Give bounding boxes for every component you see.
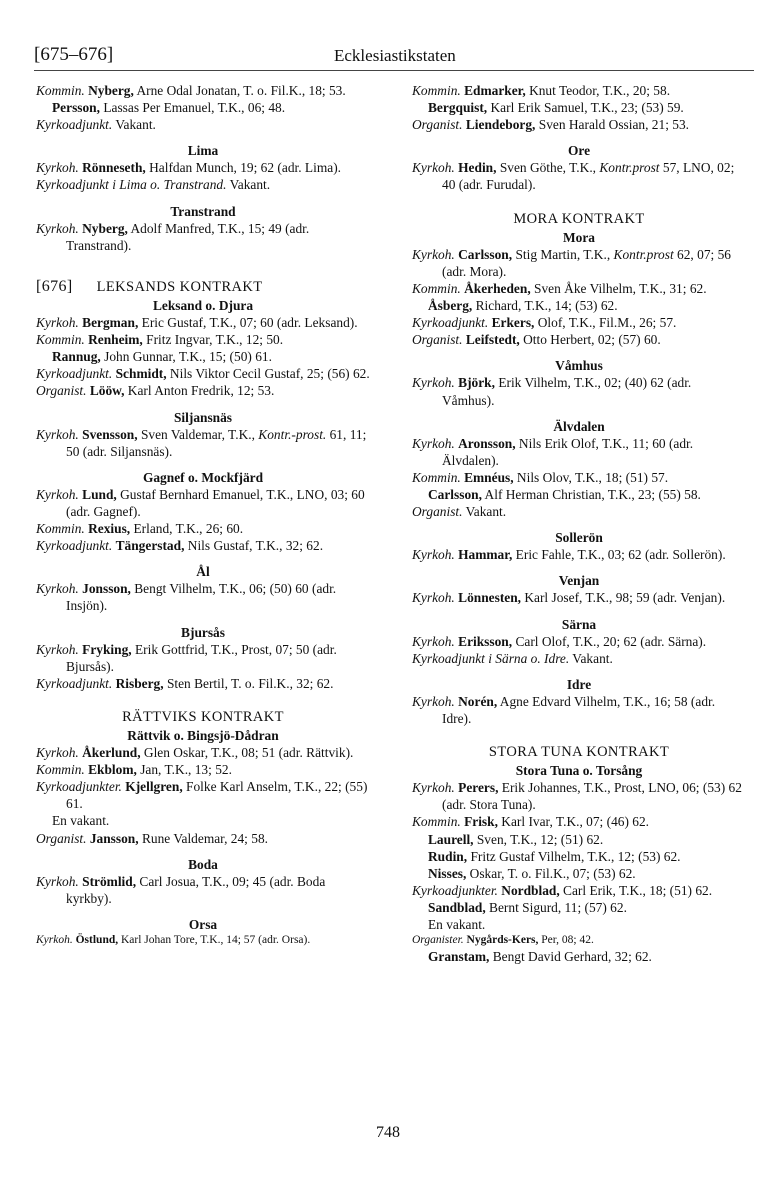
role-label: Kyrkoadjunkter. — [36, 779, 122, 795]
entry-details: Bengt David Gerhard, 32; 62. — [489, 949, 652, 965]
entry-details: Sven, T.K., 12; (51) 62. — [473, 831, 604, 847]
person-name: Östlund, — [75, 934, 119, 947]
entry — [36, 537, 370, 554]
parish-heading: Leksand o. Djura — [152, 297, 254, 313]
person-name: Svensson, — [82, 426, 138, 442]
entry-details: Fritz Gustaf Vilhelm, T.K., 12; (53) 62. — [467, 848, 681, 864]
role-label: Kyrkoh. — [412, 435, 455, 451]
kontrakt-heading — [36, 709, 370, 726]
entry-details: Karl Johan Tore, T.K., 14; 57 (adr. Orsa). — [118, 934, 311, 947]
entry-details: Erland, T.K., 26; 60. — [130, 521, 244, 537]
role-label: Kyrkoh. — [36, 160, 79, 176]
person-name: Åkerlund, — [82, 745, 141, 761]
person-name: Ekblom, — [88, 762, 137, 778]
person-name: Granstam, — [428, 949, 490, 965]
person-name: Åkerheden, — [464, 280, 531, 296]
entry — [412, 503, 746, 520]
role-label: Organist. — [412, 332, 463, 348]
role-label: Organist. — [36, 830, 87, 846]
role-label: Organist. — [36, 383, 87, 399]
kontrakt-heading — [412, 744, 746, 761]
entry — [412, 831, 746, 848]
entry — [36, 365, 370, 382]
right-column — [412, 82, 746, 965]
entry-details: Karl Erik Samuel, T.K., 23; (53) 59. — [487, 100, 684, 116]
entry-details: En vakant. — [52, 813, 110, 829]
role-label: Kyrkoh. — [36, 315, 79, 331]
entry-details: 57, LNO, 02; 40 (adr. Furudal). — [442, 160, 735, 193]
title-label: Kontr.-prost. — [258, 426, 327, 442]
entry — [36, 426, 370, 460]
person-name: Eriksson, — [458, 633, 513, 649]
entry-details: En vakant. — [428, 917, 486, 933]
person-name: Aronsson, — [458, 435, 516, 451]
entry — [36, 382, 370, 399]
entry-details: John Gunnar, T.K., 15; (50) 61. — [100, 349, 272, 365]
entry-details: Nils Olov, T.K., 18; (51) 57. — [513, 469, 669, 485]
entry-details: Stig Martin, T.K., — [512, 246, 614, 262]
parish-heading: Sollerön — [555, 530, 603, 546]
entry — [412, 374, 746, 408]
left-column — [36, 82, 370, 948]
entry-details: Vakant. — [226, 177, 271, 193]
role-label: Kyrkoh. — [412, 375, 455, 391]
entry — [36, 580, 370, 614]
entry-details: Rune Valdemar, 24; 58. — [138, 830, 268, 846]
entry — [412, 486, 746, 503]
role-label: Kyrkoh. — [412, 780, 455, 796]
person-name: Rannug, — [52, 349, 101, 365]
parish-heading: Ore — [567, 143, 591, 159]
role-label: Kommin. — [412, 83, 461, 98]
role-label: Kommin. — [36, 332, 85, 348]
entry — [412, 469, 746, 486]
role-label: Kyrkoh. — [412, 633, 455, 649]
entry-details: Sven Valdemar, T.K., — [137, 426, 259, 442]
person-name: Nyberg, — [82, 220, 128, 236]
entry-details: Erik Vilhelm, T.K., 02; (40) 62 (adr. Våmhus). — [442, 375, 692, 408]
header-rule — [34, 70, 754, 71]
entry — [36, 220, 370, 254]
person-name: Tängerstad, — [115, 538, 185, 554]
entry — [412, 331, 746, 348]
role-label: Kyrkoh. — [412, 160, 455, 176]
entry — [412, 916, 746, 933]
role-label: Kyrkoh. — [36, 220, 79, 236]
entry-details: Bengt Vilhelm, T.K., 06; (50) 60 (adr. Insjön). — [66, 581, 337, 614]
kontrakt-title: MORA KONTRAKT — [513, 210, 645, 227]
entry-details: Olof, T.K., Fil.M., 26; 57. — [534, 315, 677, 331]
entry-details: Halfdan Munch, 19; 62 (adr. Lima). — [145, 160, 341, 176]
role-label: Kyrkoh. — [36, 641, 79, 657]
entry — [412, 899, 746, 916]
person-name: Kjellgren, — [125, 779, 183, 795]
person-name: Jansson, — [89, 830, 139, 846]
role-label: Organist. — [412, 117, 463, 133]
section-page-ref: [676] — [36, 277, 73, 295]
entry — [412, 314, 746, 331]
role-label: Kyrkoh. — [36, 426, 79, 442]
person-name: Edmarker, — [464, 83, 526, 98]
entry — [36, 778, 370, 812]
entry-details: Carl Erik, T.K., 18; (51) 62. — [559, 882, 713, 898]
entry — [36, 675, 370, 692]
kontrakt-title: STORA TUNA KONTRAKT — [488, 744, 670, 761]
person-name: Rudin, — [428, 848, 468, 864]
person-name: Perers, — [458, 780, 499, 796]
role-label: Kyrkoh. — [412, 246, 455, 262]
person-name: Laurell, — [428, 831, 474, 847]
role-label: Organister. — [412, 934, 464, 947]
role-label: Kommin. — [412, 814, 461, 830]
entry-details: Adolf Manfred, T.K., 15; 49 (adr. Transtrand). — [66, 220, 310, 253]
parish-heading: Gagnef o. Mockfjärd — [142, 469, 264, 485]
entry-details: 62, 07; 56 (adr. Mora). — [442, 246, 731, 279]
parish-heading: Idre — [566, 676, 592, 692]
person-name: Rexius, — [88, 521, 131, 537]
parish-heading: Rättvik o. Bingsjö-Dådran — [127, 728, 279, 743]
parish-heading: Boda — [188, 856, 218, 872]
entry-details: Jan, T.K., 13; 52. — [136, 762, 232, 778]
entry-details: Knut Teodor, T.K., 20; 58. — [525, 83, 671, 98]
title-label: Kontr.prost — [599, 160, 660, 176]
parish-heading: Mora — [563, 229, 595, 245]
page-header — [34, 40, 754, 68]
person-name: Lönnesten, — [458, 590, 522, 606]
entry-details: Folke Karl Anselm, T.K., 22; (55) 61. — [66, 779, 368, 812]
kontrakt-heading — [36, 278, 370, 296]
entry — [36, 314, 370, 331]
role-label: Kyrkoh. — [412, 590, 455, 606]
parish-heading: Lima — [187, 143, 219, 159]
entry — [36, 348, 370, 365]
person-name: Nisses, — [428, 865, 467, 881]
entry — [36, 99, 370, 116]
entry — [412, 82, 746, 99]
parish-heading: Ål — [196, 564, 210, 580]
person-name: Frisk, — [464, 814, 498, 830]
entry-details: Vakant. — [569, 650, 613, 666]
entry-details: Erik Gottfrid, T.K., Prost, 07; 50 (adr. Bjursås). — [66, 641, 337, 674]
entry-details: Per, 08; 42. — [538, 934, 594, 947]
entry — [412, 933, 746, 948]
entry — [412, 116, 746, 133]
entry-details: Sven Åke Vilhelm, T.K., 31; 62. — [530, 280, 707, 296]
entry — [412, 813, 746, 830]
page-number: 748 — [376, 1124, 400, 1141]
entry-details: Sven Harald Ossian, 21; 53. — [535, 117, 690, 133]
role-label: Kommin. — [412, 280, 461, 296]
role-label: Kyrkoadjunkt. — [36, 117, 113, 133]
person-name: Renheim, — [88, 332, 143, 348]
role-label: Kyrkoh. — [36, 581, 79, 597]
role-label: Kommin. — [36, 762, 85, 778]
person-name: Nyberg, — [88, 83, 134, 98]
entry-details: Karl Anton Fredrik, 12; 53. — [124, 383, 275, 399]
entry — [36, 82, 370, 99]
person-name: Åsberg, — [428, 298, 473, 314]
parish-heading: Älvdalen — [553, 418, 605, 434]
entry-details: Oskar, T. o. Fil.K., 07; (53) 62. — [466, 865, 636, 881]
person-name: Liendeborg, — [465, 117, 536, 133]
entry-details: Richard, T.K., 14; (53) 62. — [472, 298, 618, 314]
role-label: Kyrkoadjunkt. — [36, 675, 113, 691]
entry-details: Alf Herman Christian, T.K., 23; (55) 58. — [481, 486, 701, 502]
role-label: Kyrkoh. — [412, 693, 455, 709]
role-label: Kommin. — [36, 83, 85, 98]
parish-heading: Transtrand — [170, 203, 236, 219]
parish-heading: Stora Tuna o. Torsång — [515, 763, 643, 779]
entry — [36, 116, 370, 133]
role-label: Kyrkoadjunkter. — [412, 882, 498, 898]
person-name: Nygårds-Kers, — [466, 934, 539, 947]
person-name: Lund, — [82, 486, 117, 502]
entry — [412, 99, 746, 116]
person-name: Rönneseth, — [82, 160, 146, 176]
role-label: Kyrkoadjunkt i Särna o. Idre. — [412, 650, 570, 666]
person-name: Emnéus, — [464, 469, 514, 485]
entry-details: Sven Göthe, T.K., — [496, 160, 600, 176]
person-name: Carlsson, — [428, 486, 482, 502]
entry — [412, 693, 746, 727]
role-label: Kyrkoh. — [36, 934, 73, 947]
entry — [36, 761, 370, 778]
entry-details: Nils Gustaf, T.K., 32; 62. — [184, 538, 324, 554]
entry — [412, 882, 746, 899]
person-name: Erkers, — [491, 315, 535, 331]
entry — [412, 280, 746, 297]
person-name: Persson, — [52, 100, 100, 116]
entry-details: Fritz Ingvar, T.K., 12; 50. — [142, 332, 284, 348]
person-name: Strömlid, — [82, 873, 137, 889]
person-name: Jonsson, — [82, 581, 131, 597]
kontrakt-title: RÄTTVIKS KONTRAKT — [122, 708, 284, 725]
entry-details: Bernt Sigurd, 11; (57) 62. — [485, 899, 627, 915]
entry-details: Eric Gustaf, T.K., 07; 60 (adr. Leksand). — [138, 315, 358, 331]
person-name: Schmidt, — [115, 366, 167, 382]
kontrakt-heading — [412, 211, 746, 228]
parish-heading: Våmhus — [555, 358, 603, 374]
person-name: Lööw, — [89, 383, 125, 399]
person-name: Björk, — [458, 375, 495, 391]
parish-heading: Venjan — [558, 573, 600, 589]
role-label: Kyrkoadjunkt. — [412, 315, 489, 331]
person-name: Hedin, — [458, 160, 497, 176]
parish-heading: Orsa — [188, 916, 218, 932]
parish-heading: Siljansnäs — [173, 409, 233, 425]
entry-details: Vakant. — [112, 117, 156, 133]
entry-details: Agne Edvard Vilhelm, T.K., 16; 58 (adr. Idre). — [442, 693, 716, 726]
person-name: Hammar, — [458, 547, 513, 563]
entry-details: Glen Oskar, T.K., 08; 51 (adr. Rättvik). — [140, 745, 354, 761]
entry — [36, 812, 370, 829]
entry — [412, 297, 746, 314]
entry — [36, 159, 370, 176]
parish-heading: Bjursås — [181, 624, 225, 640]
entry — [36, 744, 370, 761]
role-label: Kyrkoadjunkt i Lima o. Transtrand. — [36, 177, 227, 193]
role-label: Organist. — [412, 504, 463, 520]
person-name: Bergman, — [82, 315, 139, 331]
person-name: Fryking, — [82, 641, 132, 657]
role-label: Kyrkoh. — [36, 873, 79, 889]
entry — [412, 779, 746, 813]
entry-details: Gustaf Bernhard Emanuel, T.K., LNO, 03; 60 (adr. Gagnef). — [66, 486, 365, 519]
person-name: Bergquist, — [428, 100, 488, 116]
person-name: Norén, — [458, 693, 498, 709]
entry-details: Nils Erik Olof, T.K., 11; 60 (adr. Älvdalen). — [442, 435, 694, 468]
role-label: Kyrkoadjunkt. — [36, 366, 113, 382]
page-range: [675–676] — [34, 44, 114, 65]
entry — [412, 948, 746, 965]
role-label: Kyrkoadjunkt. — [36, 538, 113, 554]
entry — [412, 633, 746, 650]
entry — [412, 865, 746, 882]
title-label: Kontr.prost — [613, 246, 674, 262]
person-name: Sandblad, — [428, 899, 486, 915]
entry-details: 61, 11; 50 (adr. Siljansnäs). — [66, 426, 367, 459]
entry — [36, 933, 370, 948]
role-label: Kommin. — [36, 521, 85, 537]
entry — [36, 520, 370, 537]
entry-details: Carl Josua, T.K., 09; 45 (adr. Boda kyrkby). — [66, 873, 326, 906]
person-name: Nordblad, — [501, 882, 560, 898]
entry — [412, 848, 746, 865]
entry-details: Sten Bertil, T. o. Fil.K., 32; 62. — [163, 675, 334, 691]
entry — [412, 650, 746, 667]
entry-details: Otto Herbert, 02; (57) 60. — [519, 332, 661, 348]
running-title: Ecklesiastikstaten — [334, 46, 456, 65]
entry — [36, 331, 370, 348]
entry-details: Eric Fahle, T.K., 03; 62 (adr. Sollerön). — [512, 547, 726, 563]
person-name: Carlsson, — [458, 246, 513, 262]
role-label: Kyrkoh. — [36, 745, 79, 761]
person-name: Leifstedt, — [465, 332, 520, 348]
entry-details: Nils Viktor Cecil Gustaf, 25; (56) 62. — [166, 366, 370, 382]
role-label: Kyrkoh. — [36, 486, 79, 502]
entry — [412, 246, 746, 280]
entry-details: Carl Olof, T.K., 20; 62 (adr. Särna). — [512, 633, 707, 649]
entry — [36, 873, 370, 907]
kontrakt-title: LEKSANDS KONTRAKT — [96, 278, 263, 295]
entry — [36, 486, 370, 520]
entry — [412, 546, 746, 563]
entry-details: Karl Josef, T.K., 98; 59 (adr. Venjan). — [521, 590, 726, 606]
entry — [36, 176, 370, 193]
person-name: Risberg, — [115, 675, 164, 691]
entry — [36, 830, 370, 847]
entry — [412, 159, 746, 193]
parish-heading: Särna — [561, 616, 597, 632]
entry-details: Karl Ivar, T.K., 07; (46) 62. — [497, 814, 650, 830]
role-label: Kyrkoh. — [412, 547, 455, 563]
entry — [36, 641, 370, 675]
entry-details: Arne Odal Jonatan, T. o. Fil.K., 18; 53. — [133, 83, 346, 98]
entry-details: Vakant. — [462, 504, 507, 520]
role-label: Kommin. — [412, 469, 461, 485]
entry-details: Lassas Per Emanuel, T.K., 06; 48. — [99, 100, 286, 116]
entry — [412, 589, 746, 606]
entry — [412, 435, 746, 469]
entry-details: Erik Johannes, T.K., Prost, LNO, 06; (53) 62 (adr. Stora Tuna). — [442, 780, 742, 813]
